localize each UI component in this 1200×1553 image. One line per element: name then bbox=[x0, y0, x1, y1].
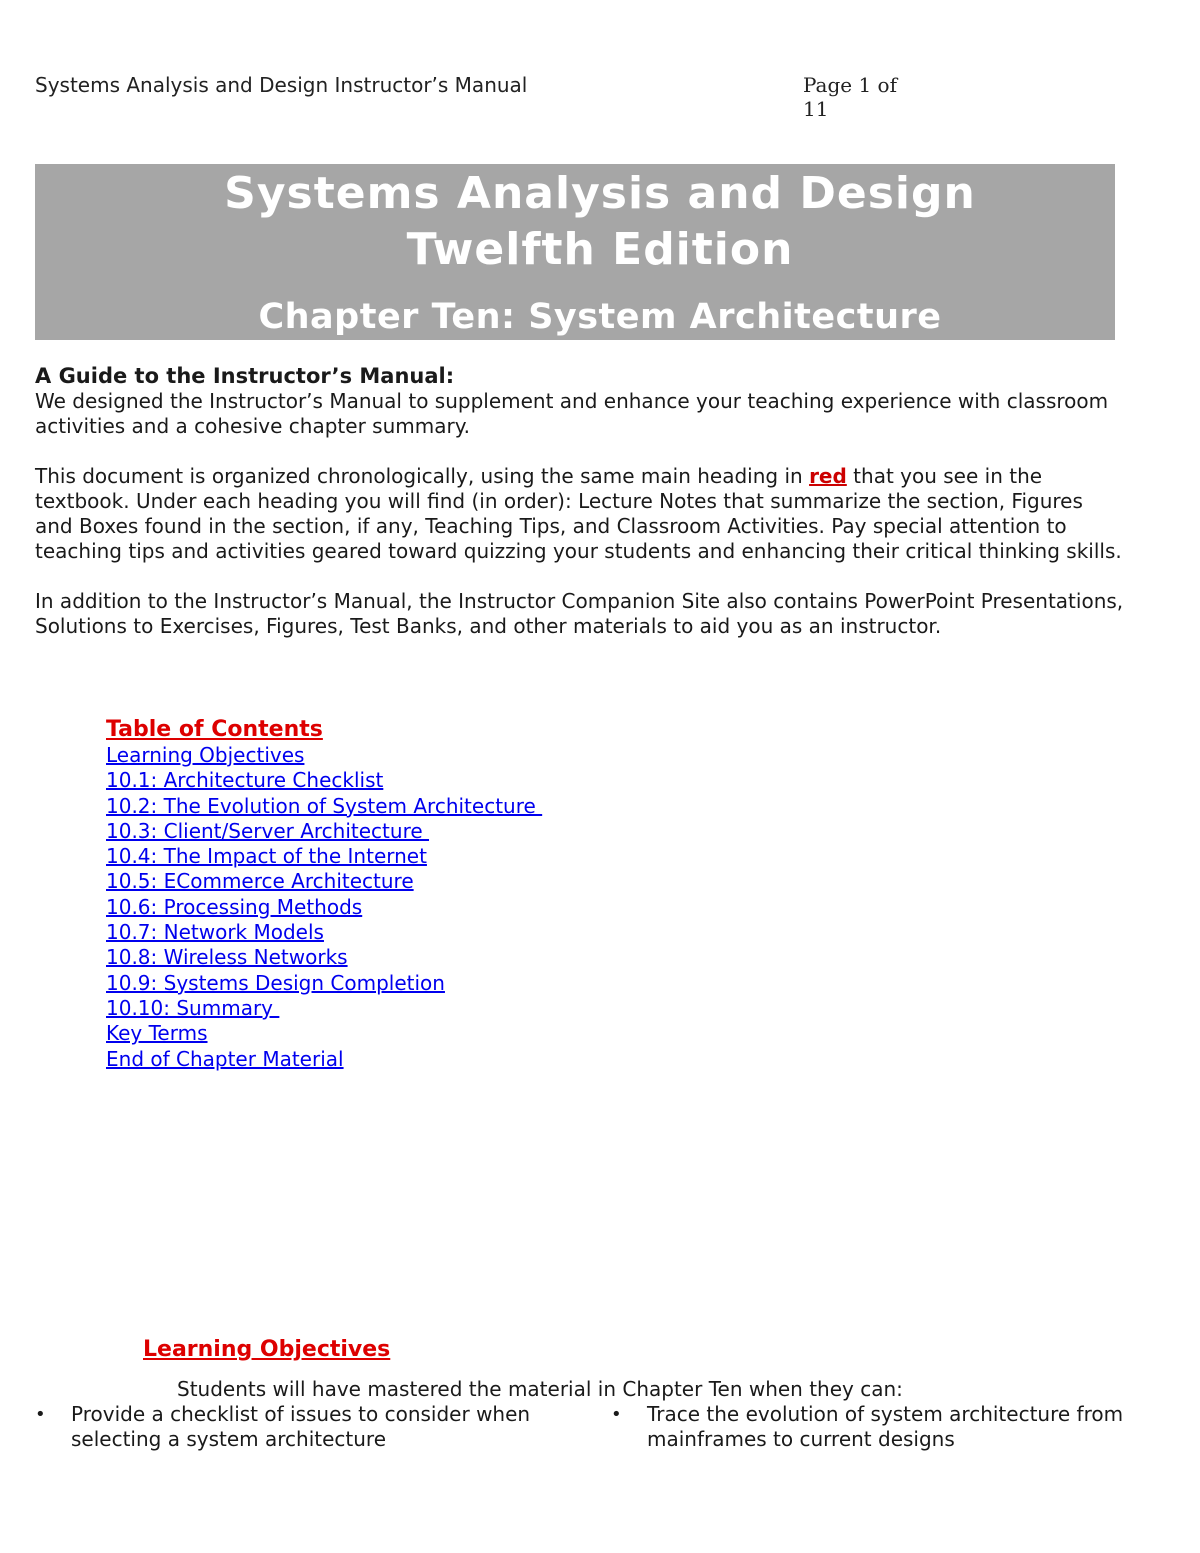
toc-link-learning-objectives[interactable]: Learning Objectives bbox=[106, 743, 305, 767]
toc-link-key-terms[interactable]: Key Terms bbox=[106, 1021, 208, 1046]
bullet-icon: • bbox=[35, 1404, 46, 1425]
toc-link-10-9[interactable]: 10.9: Systems Design Completion bbox=[106, 970, 445, 995]
learning-objective-text: Provide a checklist of issues to consider when selecting a system architecture bbox=[71, 1402, 531, 1451]
guide-heading: A Guide to the Instructor’s Manual: bbox=[35, 364, 455, 388]
toc-link-10-8[interactable]: 10.8: Wireless Networks bbox=[106, 945, 348, 970]
learning-objective-text: Trace the evolution of system architecture from mainframes to current designs bbox=[647, 1402, 1124, 1451]
guide-paragraph-1: We designed the Instructor’s Manual to supplement and enhance your teaching experience with classroom activities and a cohesive chapter summary. bbox=[35, 389, 1109, 438]
bullet-icon: • bbox=[611, 1404, 622, 1425]
toc-link-10-4[interactable]: 10.4: The Impact of the Internet bbox=[106, 844, 427, 869]
chapter-title: Chapter Ten: System Architecture bbox=[258, 297, 942, 337]
toc-link-10-10[interactable]: 10.10: Summary bbox=[106, 995, 280, 1020]
toc-link-10-6[interactable]: 10.6: Processing Methods bbox=[106, 894, 363, 919]
learning-objectives-heading: Learning Objectives bbox=[143, 1337, 391, 1362]
toc-link-end-of-chapter[interactable]: End of Chapter Material bbox=[106, 1046, 344, 1071]
guide-paragraph-2-end: that you see in the textbook. Under each heading you will find (in order): Lecture Notes that summarize the section, Figures and Boxes found in the section, if any, Teaching Tips, and Classroom Activities. Pay special attention to teaching tips and activities geared toward quizzing your students and enhancing their critical thinking skills. bbox=[35, 464, 1122, 563]
table-of-contents bbox=[106, 717, 806, 1072]
toc-link-10-1[interactable]: 10.1: Architecture Checklist bbox=[106, 768, 384, 793]
header-title: Systems Analysis and Design Instructor’s Manual bbox=[35, 73, 528, 97]
toc-link-10-7[interactable]: 10.7: Network Models bbox=[106, 920, 324, 945]
toc-title[interactable]: Table of Contents bbox=[106, 717, 323, 742]
page-number: Page 1 of 11 bbox=[803, 73, 898, 121]
page-header bbox=[35, 73, 925, 121]
toc-link-10-5[interactable]: 10.5: ECommerce Architecture bbox=[106, 869, 414, 894]
toc-link-10-3[interactable]: 10.3: Client/Server Architecture bbox=[106, 818, 430, 843]
red-heading-example: red bbox=[809, 464, 847, 488]
guide-section bbox=[35, 364, 1125, 664]
guide-paragraph-2 bbox=[35, 464, 1125, 564]
toc-link-10-2[interactable]: 10.2: The Evolution of System Architecture bbox=[106, 793, 543, 818]
book-title: Systems Analysis and Design bbox=[224, 168, 976, 219]
guide-paragraph-2-start: This document is organized chronologically, using the same main heading in bbox=[35, 464, 810, 488]
edition-title: Twelfth Edition bbox=[406, 224, 794, 275]
learning-objectives-intro: Students will have mastered the material in Chapter Ten when they can: bbox=[177, 1377, 903, 1401]
guide-paragraph-3: In addition to the Instructor’s Manual, the Instructor Companion Site also contains PowerPoint Presentations, Solutions to Exercises, Figures, Test Banks, and other materials to aid you as an instructor. bbox=[35, 589, 1124, 638]
